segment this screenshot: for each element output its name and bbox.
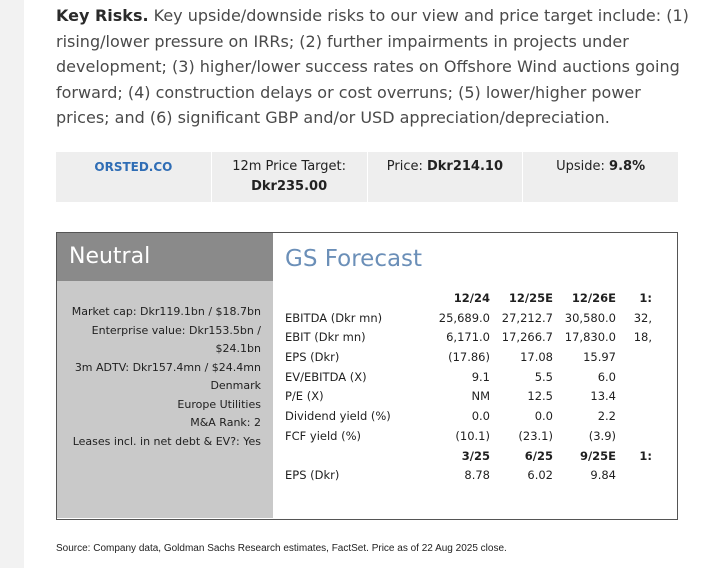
cell: 17,266.7 <box>501 330 553 345</box>
column-header: 12/25E <box>508 291 553 305</box>
fact-line: Denmark <box>210 379 261 392</box>
cell <box>616 348 652 368</box>
company-facts-panel <box>57 233 273 518</box>
cell: 12.5 <box>527 389 553 404</box>
cell: (17.86) <box>448 350 490 365</box>
upside-label: Upside: <box>556 159 610 174</box>
column-header: 3/25 <box>461 448 490 463</box>
upside-value: 9.8% <box>609 159 646 174</box>
cell <box>616 407 652 427</box>
table-row <box>285 309 675 329</box>
price-value: Dkr214.10 <box>426 159 503 174</box>
key-risks-paragraph <box>56 3 696 131</box>
table-row <box>285 328 675 348</box>
price-target-label: 12m Price Target: <box>232 159 347 174</box>
cell: 0.0 <box>534 409 553 424</box>
source-note: Source: Company data, Goldman Sachs Research estimates, FactSet. Price as of 22 Aug 2025 close. <box>56 543 507 554</box>
cell: 9.84 <box>590 468 616 483</box>
fact-line: 3m ADTV: Dkr157.4mn / $24.4mn <box>74 360 261 374</box>
key-risks-heading: Key Risks. <box>56 6 149 25</box>
cell: 9.1 <box>471 369 490 384</box>
row-label: EPS (Dkr) <box>285 468 340 483</box>
quarterly-header-row <box>285 447 675 467</box>
cell: 2.2 <box>597 409 616 424</box>
price-target-value: Dkr235.00 <box>251 179 328 194</box>
cell: 27,212.7 <box>501 310 553 325</box>
cell: 8.78 <box>464 468 490 483</box>
cell: 18, <box>633 330 652 345</box>
left-margin-strip <box>0 0 24 568</box>
table-header-row <box>285 289 675 309</box>
column-header: 9/25E <box>579 448 616 463</box>
cell: 6,171.0 <box>446 330 490 345</box>
company-facts <box>61 303 261 451</box>
cell: 5.5 <box>534 369 553 384</box>
forecast-box <box>56 232 678 520</box>
fact-line: M&A Rank: 2 <box>190 416 261 429</box>
ticker-link[interactable]: ORSTED.CO <box>94 160 173 174</box>
price-summary-bar <box>56 152 678 202</box>
column-header: 12/26E <box>571 291 616 305</box>
cell <box>616 387 652 407</box>
price-target-cell <box>212 152 368 202</box>
cell <box>616 368 652 388</box>
fact-line: Market cap: Dkr119.1bn / $18.7bn <box>71 305 261 318</box>
cell: 32, <box>633 310 652 325</box>
table-row <box>285 387 675 407</box>
row-label: FCF yield (%) <box>285 428 362 443</box>
price-label: Price: <box>386 159 427 174</box>
cell: 17,830.0 <box>564 330 616 345</box>
price-cell <box>368 152 524 202</box>
column-header: 1: <box>639 291 652 305</box>
cell: (3.9) <box>588 428 616 443</box>
row-label: P/E (X) <box>285 389 324 404</box>
fact-line: Leases incl. in net debt & EV?: Yes <box>72 434 261 448</box>
table-row <box>285 407 675 427</box>
table-row <box>285 348 675 368</box>
cell: (23.1) <box>518 428 553 443</box>
fact-line: Europe Utilities <box>177 397 261 411</box>
cell: 30,580.0 <box>564 310 616 325</box>
cell: 6.0 <box>597 369 616 384</box>
cell: 17.08 <box>520 350 553 365</box>
row-label: Dividend yield (%) <box>285 409 391 424</box>
column-header: 12/24 <box>453 291 490 305</box>
table-row <box>285 427 675 447</box>
cell <box>616 427 652 447</box>
forecast-title: GS Forecast <box>285 246 423 272</box>
cell: 0.0 <box>471 409 490 424</box>
cell <box>616 466 652 486</box>
key-risks-text: Key upside/downside risks to our view and price target include: (1) rising/lower pressure on IRRs; (2) further impairments in projects under development; (3) higher/lower success rates on Offshore Wind auctions going forward; (4) construction delays or cost overruns; (5) lower/higher power prices; and (6) significant GBP and/or USD appreciation/depreciation. <box>56 6 689 127</box>
rating-badge: Neutral <box>57 233 273 281</box>
cell: 15.97 <box>583 350 616 365</box>
row-label: EBIT (Dkr mn) <box>285 330 366 345</box>
cell: 13.4 <box>590 389 616 404</box>
column-header: 1: <box>639 448 652 463</box>
cell: 6.02 <box>527 468 553 483</box>
fact-line: $24.1bn <box>215 342 261 355</box>
row-label: EBITDA (Dkr mn) <box>285 310 383 325</box>
row-label: EV/EBITDA (X) <box>285 369 367 384</box>
cell: NM <box>471 389 490 404</box>
forecast-table <box>285 289 675 486</box>
table-row <box>285 466 675 486</box>
table-row <box>285 368 675 388</box>
ticker-cell <box>56 152 212 202</box>
cell: 25,689.0 <box>438 310 490 325</box>
upside-cell <box>523 152 678 202</box>
column-header: 6/25 <box>524 448 553 463</box>
cell: (10.1) <box>455 428 490 443</box>
row-label: EPS (Dkr) <box>285 350 340 365</box>
fact-line: Enterprise value: Dkr153.5bn / <box>91 323 261 337</box>
